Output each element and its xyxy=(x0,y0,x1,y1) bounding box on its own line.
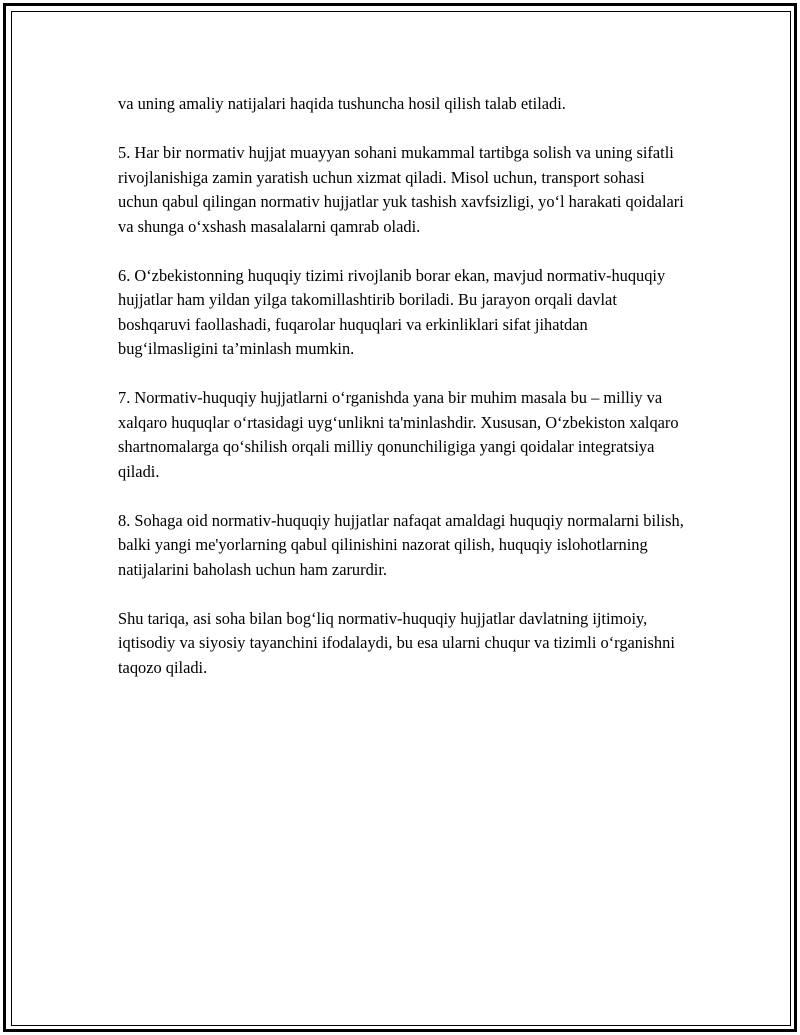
paragraph-continuation: va uning amaliy natijalari haqida tushuncha hosil qilish talab etiladi. xyxy=(118,94,566,113)
document-body xyxy=(118,92,688,705)
paragraph-item-5: 5. Har bir normativ hujjat muayyan sohani mukammal tartibga solish va uning sifatli rivojlanishiga zamin yaratish uchun xizmat qiladi. Misol uchun, transport sohasi uchun qabul qilingan normativ hujjatlar yuk tashish xavfsizligi, yo‘l harakati qoidalari va shunga o‘xshash masalalarni qamrab oladi. xyxy=(118,143,684,236)
paragraph-conclusion: Shu tariqa, asi soha bilan bog‘liq normativ-huquqiy hujjatlar davlatning ijtimoiy, iqtisodiy va siyosiy tayanchini ifodalaydi, bu esa ularni chuqur va tizimli o‘rganishni taqozo qiladi. xyxy=(118,608,675,677)
paragraph-item-8: 8. Sohaga oid normativ-huquqiy hujjatlar nafaqat amaldagi huquqiy normalarni bilish, balki yangi me'yorlarning qabul qilinishini nazorat qilish, huquqiy islohotlarning natijalarini baholash uchun ham zarurdir. xyxy=(118,510,684,579)
paragraph-item-6: 6. O‘zbekistonning huquqiy tizimi rivojlanib borar ekan, mavjud normativ-huquqiy hujjatlar ham yildan yilga takomillashtirib boriladi. Bu jarayon orqali davlat boshqaruvi faollashadi, fuqarolar huquqlari va erkinliklari sifat jihatdan bug‘ilmasligini ta’minlash mumkin. xyxy=(118,265,666,358)
paragraph-item-7: 7. Normativ-huquqiy hujjatlarni o‘rganishda yana bir muhim masala bu – milliy va xalqaro huquqlar o‘rtasidagi uyg‘unlikni ta'minlashdir. Xususan, O‘zbekiston xalqaro shartnomalarga qo‘shilish orqali milliy qonunchiligiga yangi qoidalar integratsiya qiladi. xyxy=(118,388,679,481)
